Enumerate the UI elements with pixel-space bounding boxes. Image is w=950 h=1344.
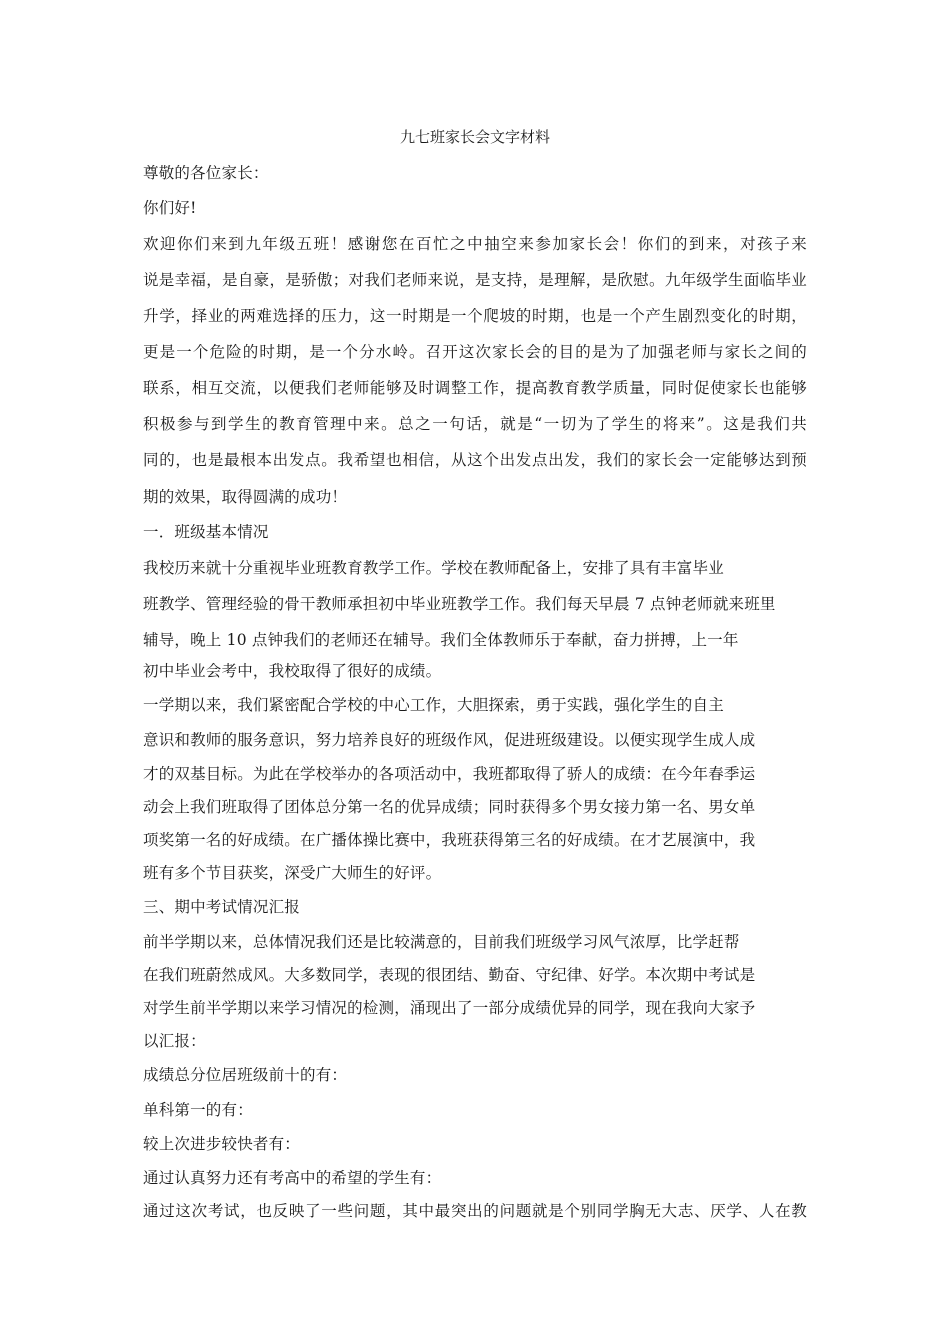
paragraph-line: 期的效果，取得圆满的成功！ bbox=[143, 488, 348, 506]
paragraph-line: 动会上我们班取得了团体总分第一名的优异成绩；同时获得多个男女接力第一名、男女单 bbox=[143, 798, 756, 816]
paragraph-line: 升学，择业的两难选择的压力，这一时期是一个爬坡的时期，也是一个产生剧烈变化的时期， bbox=[143, 307, 807, 325]
paragraph-line: 积极参与到学生的教育管理中来。总之一句话，就是“一切为了学生的将来”。这是我们共 bbox=[143, 415, 807, 433]
paragraph-line: 一学期以来，我们紧密配合学校的中心工作，大胆探索，勇于实践，强化学生的自主 bbox=[143, 696, 724, 714]
paragraph-line: 班教学、管理经验的骨干教师承担初中毕业班教学工作。我们每天早晨 7 点钟老师就来班里 bbox=[143, 595, 776, 613]
paragraph-line: 项奖第一名的好成绩。在广播体操比赛中，我班获得第三名的好成绩。在才艺展演中，我 bbox=[143, 831, 756, 849]
list-item: 成绩总分位居班级前十的有： bbox=[143, 1066, 348, 1084]
paragraph-line: 说是幸福，是自豪，是骄傲；对我们老师来说，是支持，是理解，是欣慰。九年级学生面临毕业 bbox=[143, 271, 807, 289]
salutation: 尊敬的各位家长： bbox=[143, 164, 269, 182]
paragraph-line: 联系，相互交流，以便我们老师能够及时调整工作，提高教育教学质量，同时促使家长也能够 bbox=[143, 379, 807, 397]
paragraph-line: 通过这次考试，也反映了一些问题，其中最突出的问题就是个别同学胸无大志、厌学、人在教 bbox=[143, 1202, 807, 1220]
paragraph-line: 意识和教师的服务意识，努力培养良好的班级作风，促进班级建设。以便实现学生成人成 bbox=[143, 731, 756, 749]
greeting: 你们好! bbox=[143, 199, 197, 217]
section-heading: 三、期中考试情况汇报 bbox=[143, 898, 301, 916]
list-item: 较上次进步较快者有： bbox=[143, 1135, 301, 1153]
paragraph-line: 班有多个节目获奖，深受广大师生的好评。 bbox=[143, 864, 442, 882]
list-item: 单科第一的有： bbox=[143, 1101, 253, 1119]
paragraph-line: 初中毕业会考中，我校取得了很好的成绩。 bbox=[143, 662, 442, 680]
paragraph-line: 在我们班蔚然成风。大多数同学，表现的很团结、勤奋、守纪律、好学。本次期中考试是 bbox=[143, 966, 756, 984]
list-item: 通过认真努力还有考高中的希望的学生有： bbox=[143, 1169, 442, 1187]
paragraph-line: 以汇报： bbox=[143, 1032, 206, 1050]
section-heading: 一．班级基本情况 bbox=[143, 523, 269, 541]
paragraph-line: 欢迎你们来到九年级五班！感谢您在百忙之中抽空来参加家长会！你们的到来，对孩子来 bbox=[143, 235, 807, 253]
paragraph-line: 前半学期以来，总体情况我们还是比较满意的，目前我们班级学习风气浓厚，比学赶帮 bbox=[143, 933, 740, 951]
paragraph-line: 才的双基目标。为此在学校举办的各项活动中，我班都取得了骄人的成绩：在今年春季运 bbox=[143, 765, 756, 783]
paragraph-line: 我校历来就十分重视毕业班教育教学工作。学校在教师配备上，安排了具有丰富毕业 bbox=[143, 559, 724, 577]
paragraph-line: 对学生前半学期以来学习情况的检测，涌现出了一部分成绩优异的同学，现在我向大家予 bbox=[143, 999, 756, 1017]
paragraph-line: 同的，也是最根本出发点。我希望也相信，从这个出发点出发，我们的家长会一定能够达到预 bbox=[143, 451, 807, 469]
paragraph-line: 更是一个危险的时期，是一个分水岭。召开这次家长会的目的是为了加强老师与家长之间的 bbox=[143, 343, 807, 361]
paragraph-line: 辅导，晚上 10 点钟我们的老师还在辅导。我们全体教师乐于奉献，奋力拼搏，上一年 bbox=[143, 631, 739, 649]
document-title: 九七班家长会文字材料 bbox=[399, 128, 550, 146]
